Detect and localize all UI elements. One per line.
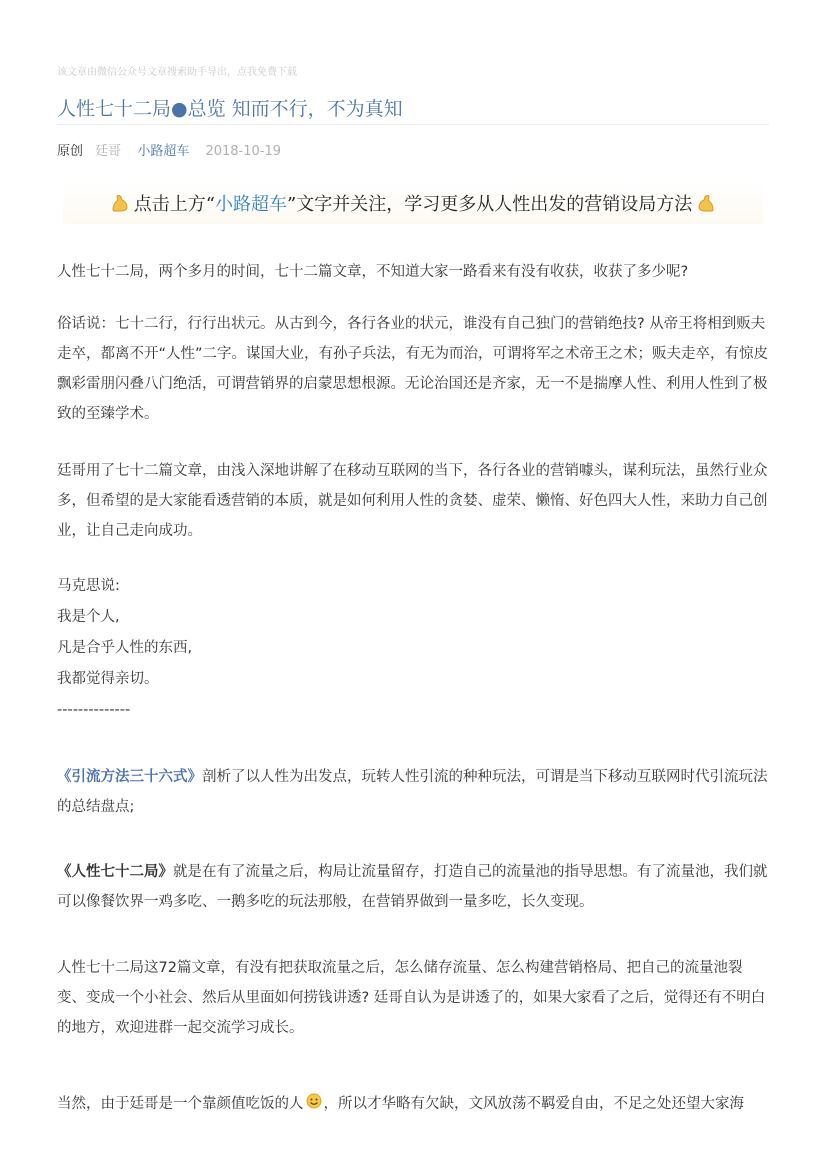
paragraph-text: 人性七十二局，两个多月的时间，七十二篇文章，不知道大家一路看来有没有收获，收获了多少呢? — [57, 264, 689, 280]
flexed-biceps-icon — [696, 193, 716, 213]
banner-text-before: 点击上方“ — [133, 194, 215, 215]
dash-separator: -------------- — [57, 702, 131, 718]
paragraph-text: 廷哥用了七十二篇文章，由浅入深地讲解了在移动互联网的当下，各行各业的营销噱头，谋利玩法，虽然行业众多，但希望的是大家能看透营销的本质，就是如何利用人性的贪婪、虚荣、懒惰、好色四大人性，来助力自己创业，让自己走向成功。 — [57, 463, 768, 539]
publish-date: 2018-10-19 — [205, 144, 282, 159]
flexed-biceps-icon — [110, 193, 130, 213]
paragraph-summary — [57, 456, 769, 546]
paragraph-text: 剖析了以人性为出发点，玩转人性引流的种种玩法，可谓是当下移动互联网时代引流玩法的总结盘点; — [57, 769, 768, 815]
export-notice-link[interactable]: 该文章由微信公众号文章搜索助手导出，点我免费下载 — [57, 67, 297, 78]
account-link[interactable]: 小路超车 — [137, 144, 190, 159]
article-meta — [57, 140, 281, 159]
paragraph-72-rounds — [57, 857, 769, 917]
grinning-face-icon — [306, 1093, 322, 1109]
quote-line: 马克思说: — [57, 578, 120, 594]
quote-line: 凡是合乎人性的东西, — [57, 640, 193, 656]
paragraph-closing — [57, 1089, 769, 1119]
paragraph-conclusion — [57, 953, 769, 1043]
paragraph-traffic-methods — [57, 762, 769, 822]
paragraph-intro — [57, 257, 769, 287]
title-divider — [57, 124, 769, 125]
quote-line: 我都觉得亲切。 — [57, 671, 159, 687]
paragraph-text: 俗话说：七十二行，行行出状元。从古到今，各行各业的状元，谁没有自己独门的营销绝技? 从帝王将相到贩夫走卒，都离不开“人性”二字。谋国大业，有孙子兵法，有无为而治，可谓将军之术帝王之术；贩夫走卒，有惊皮飘彩雷朋闪叠八门绝活，可谓营销界的启蒙思想根源。无论治国还是齐家，无一不是揣摩人性、利用人性到了极致的至臻学术。 — [57, 316, 769, 422]
original-tag: 原创 — [57, 144, 84, 159]
paragraph-text: 就是在有了流量之后，构局让流量留存，打造自己的流量池的指导思想。有了流量池，我们就可以像餐饮界一鸡多吃、一鹅多吃的玩法那般，在营销界做到一量多吃，长久变现。 — [57, 864, 768, 910]
banner-account-highlight[interactable]: 小路超车 — [215, 194, 287, 215]
quote-line: 我是个人, — [57, 609, 120, 625]
paragraph-text: 人性七十二局这72篇文章，有没有把获取流量之后，怎么储存流量、怎么构建营销格局、把自己的流量池裂变、变成一个小社会、然后从里面如何捞钱讲透? 廷哥自认为是讲透了的，如果大家看了之后，觉得还有不明白的地方，欢迎进群一起交流学习成长。 — [57, 960, 766, 1036]
series-link-traffic-methods[interactable]: 《引流方法三十六式》 — [57, 769, 202, 785]
marx-quote — [57, 571, 769, 726]
author-name: 廷哥 — [95, 144, 122, 159]
article-title: 人性七十二局●总览 知而不行，不为真知 — [57, 98, 403, 120]
paragraph-text-before: 当然，由于廷哥是一个靠颜值吃饭的人 — [57, 1096, 304, 1112]
paragraph-text-after: ，所以才华略有欠缺，文风放荡不羁爱自由，不足之处还望大家海 — [323, 1096, 744, 1112]
banner-text-after: ”文字并关注，学习更多从人性出发的营销设局方法 — [287, 194, 693, 215]
series-title-72-rounds: 《人性七十二局》 — [57, 864, 173, 880]
follow-banner[interactable] — [63, 182, 763, 224]
paragraph-proverb — [57, 309, 769, 429]
